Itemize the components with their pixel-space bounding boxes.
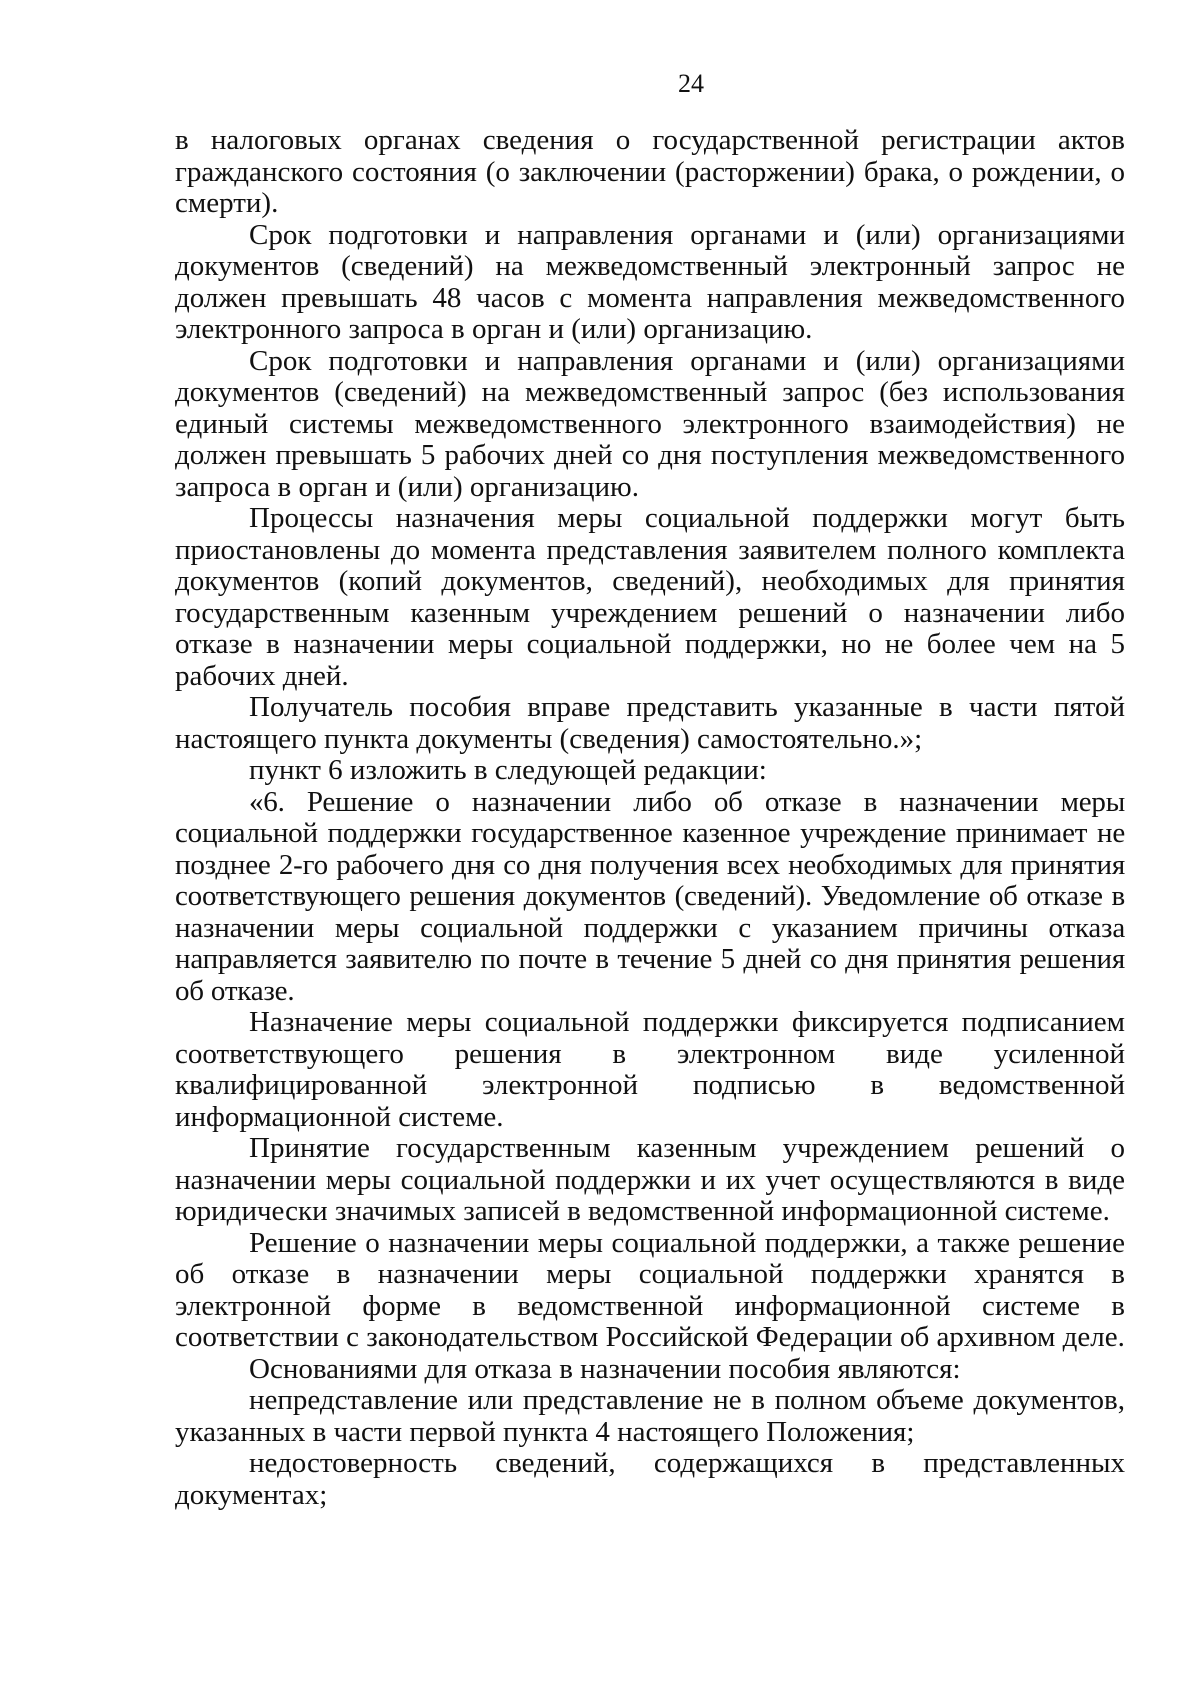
paragraph-storage: Решение о назначении меры социальной поддержки, а также решение об отказе в назначении меры социальной поддержки хранятся в электронной форме в ведомственной информационной системе в соответствии с законодательством Российской Федерации об архивном деле. [175, 1226, 1125, 1353]
paragraph-legal-records: Принятие государственным казенным учреждением решений о назначении меры социальной поддержки и их учет осуществляются в виде юридически значимых записей в ведомственной информационной системе. [175, 1132, 1125, 1227]
paragraph-self-submission: Получатель пособия вправе представить указанные в части пятой настоящего пункта документы (сведения) самостоятельно.»; [175, 691, 1125, 755]
paragraph-electronic-request-deadline: Срок подготовки и направления органами и (или) организациями документов (сведений) на межведомственный электронный запрос не должен превышать 48 часов с момента направления межведомственного электронного запроса в орган и (или) организацию. [175, 218, 1125, 345]
paragraph-electronic-signature: Назначение меры социальной поддержки фиксируется подписанием соответствующего решения в электронном виде усиленной квалифицированной электронной подписью в ведомственной информационной системе. [175, 1006, 1125, 1133]
paragraph-continuation: в налоговых органах сведения о государственной регистрации актов гражданского состояния (о заключении (расторжении) брака, о рождении, о смерти). [175, 124, 1125, 219]
page-number: 24 [678, 69, 704, 98]
paragraph-paper-request-deadline: Срок подготовки и направления органами и (или) организациями документов (сведений) на межведомственный запрос (без использования единый системы межведомственного электронного взаимодействия) не должен превышать 5 рабочих дней со дня поступления межведомственного запроса в орган и (или) организацию. [175, 344, 1125, 503]
paragraph-suspension: Процессы назначения меры социальной поддержки могут быть приостановлены до момента представления заявителем полного комплекта документов (копий документов, сведений), необходимых для принятия государственным казенным учреждением решений о назначении либо отказе в назначении меры социальной поддержки, но не более чем на 5 рабочих дней. [175, 502, 1125, 692]
document-body [175, 125, 1125, 1511]
paragraph-refusal-ground-1: непредставление или представление не в полном объеме документов, указанных в части первой пункта 4 настоящего Положения; [175, 1384, 1125, 1448]
paragraph-refusal-ground-2: недостоверность сведений, содержащихся в представленных документах; [175, 1447, 1125, 1511]
paragraph-amendment-instruction: пункт 6 изложить в следующей редакции: [249, 754, 767, 786]
paragraph-refusal-grounds-heading: Основаниями для отказа в назначении пособия являются: [249, 1352, 961, 1385]
paragraph-point-6-decision: «6. Решение о назначении либо об отказе в назначении меры социальной поддержки государственное казенное учреждение принимает не позднее 2-го рабочего дня со дня получения всех необходимых для принятия соответствующего решения документов (сведений). Уведомление об отказе в назначении меры социальной поддержки с указанием причины отказа направляется заявителю по почте в течение 5 дней со дня принятия решения об отказе. [175, 785, 1125, 1007]
